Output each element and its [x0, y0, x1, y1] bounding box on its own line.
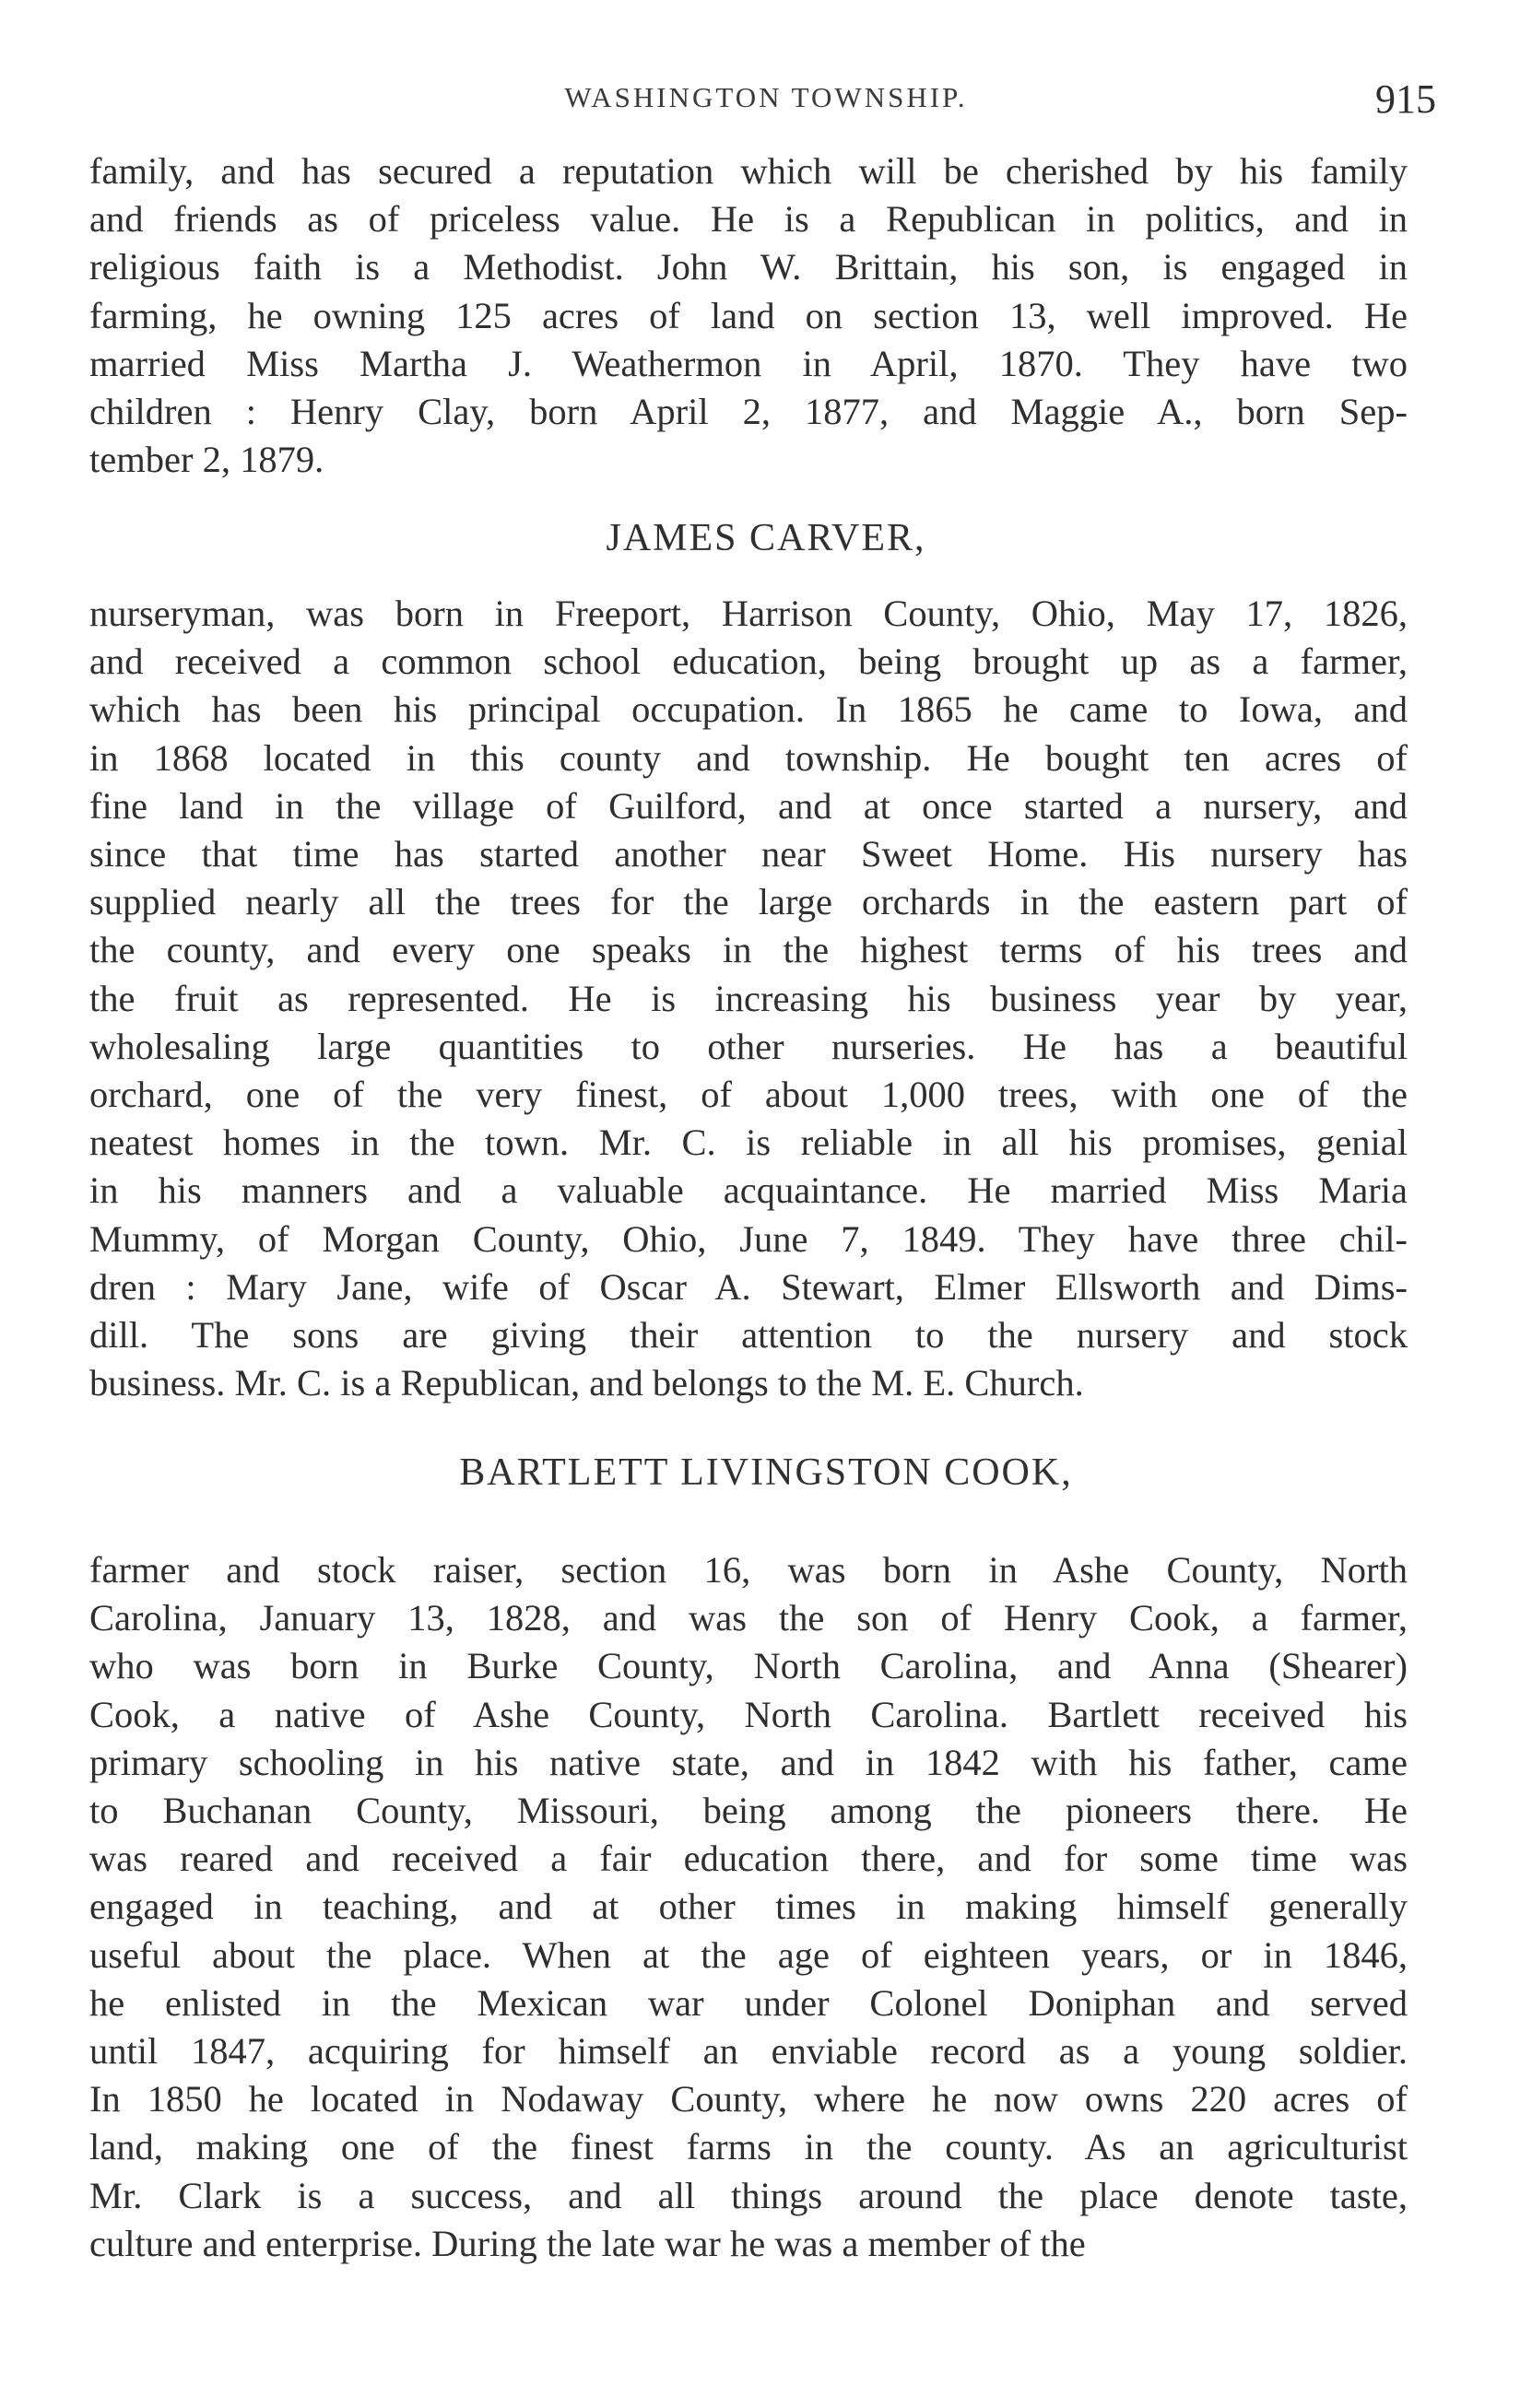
text-line: fine land in the village of Guilford, and at once started a nursery, and [89, 784, 1408, 827]
text-line: land, making one of the finest farms in the county. As an agriculturist [89, 2126, 1408, 2168]
text-line: was reared and received a fair education there, and for some time was [89, 1838, 1408, 1880]
paragraph-james-carver [89, 590, 1408, 1407]
text-line: orchard, one of the very finest, of about 1,000 trees, with one of the [89, 1074, 1408, 1116]
text-line: Cook, a native of Ashe County, North Carolina. Bartlett received his [89, 1693, 1408, 1735]
section-heading-james-carver: JAMES CARVER, [606, 517, 926, 559]
text-line: Mr. Clark is a success, and all things around the place denote taste, [89, 2174, 1408, 2216]
text-line: in 1868 located in this county and township. He bought ten acres of [89, 736, 1408, 779]
text-line: culture and enterprise. During the late war he was a member of the [89, 2222, 1086, 2264]
text-line: he enlisted in the Mexican war under Colonel Doniphan and served [89, 1981, 1408, 2024]
text-line: tember 2, 1879. [89, 439, 324, 481]
text-line: and received a common school education, being brought up as a farmer, [89, 640, 1408, 683]
page-number: 915 [1375, 76, 1436, 122]
text-line: married Miss Martha J. Weathermon in April, 1870. They have two [89, 342, 1408, 384]
text-line: In 1850 he located in Nodaway County, where he now owns 220 acres of [89, 2078, 1408, 2120]
text-line: farming, he owning 125 acres of land on section 13, well improved. He [89, 294, 1408, 336]
text-line: children : Henry Clay, born April 2, 1877, and Maggie A., born Sep- [89, 391, 1408, 433]
text-line: the county, and every one speaks in the highest terms of his trees and [89, 929, 1408, 971]
text-line: farmer and stock raiser, section 16, was born in Ashe County, North [89, 1549, 1408, 1591]
text-line: until 1847, acquiring for himself an enviable record as a young soldier. [89, 2030, 1408, 2073]
paragraph-continuation [89, 147, 1408, 484]
text-line: and friends as of priceless value. He is a Republican in politics, and in [89, 198, 1408, 241]
text-line: wholesaling large quantities to other nurseries. He has a beautiful [89, 1025, 1408, 1067]
text-line: religious faith is a Methodist. John W. Brittain, his son, is engaged in [89, 246, 1408, 288]
text-line: useful about the place. When at the age of eighteen years, or in 1846, [89, 1933, 1408, 1976]
text-line: Carolina, January 13, 1828, and was the son of Henry Cook, a farmer, [89, 1597, 1408, 1639]
text-line: since that time has started another near Sweet Home. His nursery has [89, 833, 1408, 875]
text-line: dren : Mary Jane, wife of Oscar A. Stewart, Elmer Ellsworth and Dims- [89, 1265, 1408, 1308]
text-line: primary schooling in his native state, and in 1842 with his father, came [89, 1741, 1408, 1783]
text-line: Mummy, of Morgan County, Ohio, June 7, 1849. They have three chil- [89, 1217, 1408, 1260]
running-head: WASHINGTON TOWNSHIP. [564, 81, 968, 113]
text-line: dill. The sons are giving their attention to the nursery and stock [89, 1314, 1408, 1357]
section-heading-bartlett-livingston-cook: BARTLETT LIVINGSTON COOK, [459, 1451, 1073, 1494]
text-line: which has been his principal occupation. In 1865 he came to Iowa, and [89, 688, 1408, 731]
text-line: business. Mr. C. is a Republican, and belongs to the M. E. Church. [89, 1362, 1084, 1404]
text-line: who was born in Burke County, North Carolina, and Anna (Shearer) [89, 1645, 1408, 1687]
text-line: engaged in teaching, and at other times in making himself generally [89, 1885, 1408, 1928]
text-line: neatest homes in the town. Mr. C. is reliable in all his promises, genial [89, 1122, 1408, 1164]
text-line: nurseryman, was born in Freeport, Harrison County, Ohio, May 17, 1826, [89, 593, 1408, 634]
text-line: in his manners and a valuable acquaintance. He married Miss Maria [89, 1169, 1408, 1212]
paragraph-bartlett-livingston-cook [89, 1546, 1408, 2268]
text-line: the fruit as represented. He is increasing his business year by year, [89, 977, 1408, 1019]
text-line: to Buchanan County, Missouri, being among the pioneers there. He [89, 1790, 1408, 1832]
text-line: family, and has secured a reputation which will be cherished by his family [89, 150, 1408, 192]
text-line: supplied nearly all the trees for the large orchards in the eastern part of [89, 881, 1408, 923]
